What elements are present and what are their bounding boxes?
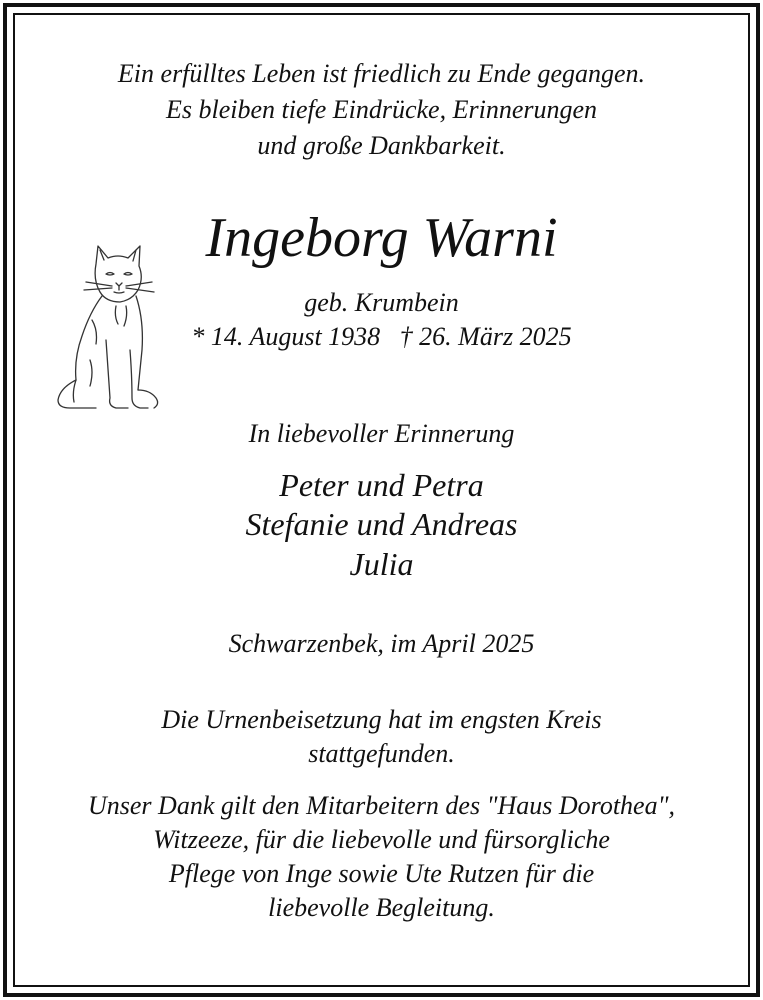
birth-name: geb. Krumbein xyxy=(304,288,459,317)
mourner-name: Julia xyxy=(349,546,414,582)
memory-line: In liebevoller Erinnerung xyxy=(248,419,515,448)
burial-note-line: Die Urnenbeisetzung hat im engsten Kreis xyxy=(161,705,602,734)
verse-line: und große Dankbarkeit. xyxy=(257,131,506,160)
thanks-line: Pflege von Inge sowie Ute Rutzen für die xyxy=(168,859,595,888)
mourner-name: Peter und Petra xyxy=(279,467,484,503)
verse-line: Ein erfülltes Leben ist friedlich zu Ende gegangen. xyxy=(117,59,646,88)
verse-line: Es bleiben tiefe Eindrücke, Erinnerungen xyxy=(165,95,598,124)
cat-icon xyxy=(46,240,166,415)
thanks-line: Unser Dank gilt den Mitarbeitern des "Haus Dorothea", xyxy=(87,791,676,820)
burial-note-line: stattgefunden. xyxy=(308,739,455,768)
life-dates: * 14. August 1938 † 26. März 2025 xyxy=(191,322,572,351)
thanks-line: Witzeeze, für die liebevolle und fürsorgliche xyxy=(153,825,610,854)
place-date: Schwarzenbek, im April 2025 xyxy=(228,629,535,658)
thanks-line: liebevolle Begleitung. xyxy=(268,893,495,922)
mourner-name: Stefanie und Andreas xyxy=(245,506,518,542)
deceased-name: Ingeborg Warni xyxy=(205,207,558,269)
